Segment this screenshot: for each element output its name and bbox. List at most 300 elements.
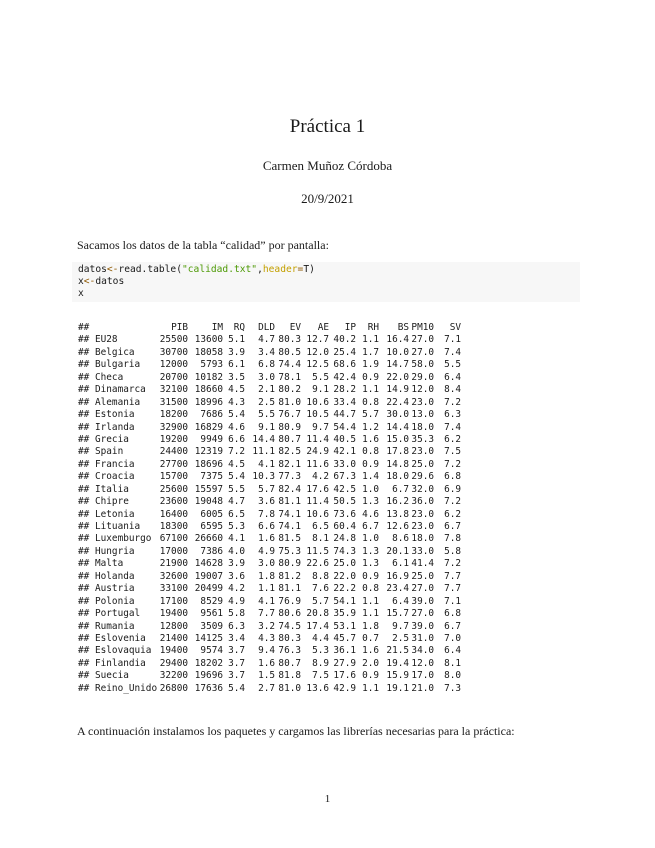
- output-cell: 1.3: [362, 558, 379, 570]
- output-cell: 8.1: [444, 657, 461, 669]
- output-cell: 32200: [159, 670, 188, 682]
- output-cell: 3.9: [228, 346, 245, 358]
- output-cell: 6.4: [444, 371, 461, 383]
- output-cell: 18696: [194, 458, 223, 470]
- output-cell: 7.8: [444, 533, 461, 545]
- output-cell: 75.3: [278, 545, 301, 557]
- output-cell: 42.5: [333, 483, 356, 495]
- code-token: datos: [78, 264, 107, 275]
- output-cell: 6.5: [312, 521, 329, 532]
- output-cell: 76.3: [278, 645, 301, 657]
- output-cell: 40.5: [333, 433, 356, 445]
- output-cell: 1.2: [362, 421, 379, 433]
- output-cell: 25.0: [411, 570, 434, 582]
- output-cell: 9.1: [258, 421, 275, 433]
- output-cell: 2.5: [392, 632, 409, 644]
- code-token: x: [78, 288, 84, 299]
- output-cell: 82.4: [278, 483, 301, 495]
- code-token: "calidad.txt": [182, 264, 258, 275]
- output-cell: 8.6: [392, 533, 409, 545]
- output-cell: 18.0: [386, 471, 409, 483]
- output-cell: 10.6: [306, 396, 329, 408]
- output-cell: 8529: [200, 595, 223, 607]
- output-cell: 9.7: [312, 421, 329, 433]
- output-cell: 39.0: [411, 620, 434, 632]
- output-cell: 15700: [159, 471, 188, 483]
- output-cell: 1.0: [362, 533, 379, 545]
- output-cell: 3.2: [258, 620, 275, 632]
- code-line-2: [78, 276, 124, 288]
- output-header-cell: IM: [211, 322, 223, 333]
- output-cell: 6.2: [444, 508, 461, 520]
- output-cell: 14628: [194, 558, 223, 570]
- output-cell: 21400: [159, 632, 188, 644]
- output-cell: 26800: [159, 682, 188, 694]
- output-cell: 10182: [194, 371, 223, 383]
- output-prefix: ##: [78, 608, 90, 620]
- output-cell: 29.0: [411, 371, 434, 383]
- output-cell: 2.7: [258, 682, 275, 694]
- output-cell: 23.0: [411, 508, 434, 520]
- output-cell: 31500: [159, 396, 188, 408]
- output-cell: 15.0: [386, 433, 409, 445]
- output-header-cell: RH: [367, 322, 379, 333]
- output-cell: 16.4: [386, 334, 409, 346]
- output-prefix: ##: [78, 334, 90, 346]
- output-prefix: ##: [78, 521, 90, 532]
- output-cell: 22.2: [333, 583, 356, 595]
- output-prefix: ##: [78, 446, 90, 458]
- output-cell: 17.0: [411, 670, 434, 682]
- document-author: Carmen Muñoz Córdoba: [262, 158, 393, 173]
- output-cell: 4.6: [228, 421, 245, 433]
- output-cell: 19.1: [386, 682, 409, 694]
- output-row-name: Grecia: [95, 433, 129, 445]
- output-cell: 81.8: [278, 670, 301, 682]
- output-cell: 4.1: [228, 533, 245, 545]
- output-cell: 3.4: [258, 346, 275, 358]
- output-cell: 22.4: [386, 396, 409, 408]
- output-cell: 81.1: [278, 496, 301, 508]
- output-cell: 12.5: [306, 359, 329, 371]
- output-prefix: ##: [78, 384, 90, 396]
- output-header-cell: PM10: [411, 322, 434, 333]
- output-cell: 5.4: [228, 682, 245, 694]
- output-cell: 5.3: [228, 521, 245, 532]
- output-cell: 10.5: [306, 409, 329, 421]
- output-cell: 42.1: [333, 446, 356, 458]
- output-cell: 12.6: [386, 521, 409, 532]
- output-cell: 73.6: [333, 508, 356, 520]
- output-row-name: Irlanda: [95, 421, 135, 433]
- output-cell: 4.0: [228, 545, 245, 557]
- output-cell: 0.9: [362, 570, 379, 582]
- output-cell: 41.4: [411, 558, 434, 570]
- output-cell: 76.7: [278, 409, 301, 421]
- output-cell: 18058: [194, 346, 223, 358]
- output-row-name: Holanda: [95, 570, 135, 582]
- output-cell: 77.3: [278, 471, 301, 483]
- output-cell: 12800: [159, 620, 188, 632]
- output-prefix: ##: [78, 595, 90, 607]
- output-cell: 21.0: [411, 682, 434, 694]
- output-cell: 13600: [194, 334, 223, 346]
- output-cell: 14.4: [386, 421, 409, 433]
- output-row-name: Italia: [95, 483, 129, 495]
- output-row-name: Spain: [95, 446, 124, 458]
- output-cell: 17100: [159, 595, 188, 607]
- output-cell: 9.7: [392, 620, 409, 632]
- output-cell: 1.1: [362, 608, 379, 620]
- output-cell: 7.7: [444, 570, 461, 582]
- output-cell: 4.5: [228, 458, 245, 470]
- output-cell: 17.4: [306, 620, 329, 632]
- output-cell: 17.8: [386, 446, 409, 458]
- output-cell: 10.3: [252, 471, 275, 483]
- output-header-cell: PIB: [171, 322, 188, 333]
- output-cell: 8.0: [444, 670, 461, 682]
- output-header-cell: SV: [449, 322, 461, 333]
- output-cell: 12.0: [411, 657, 434, 669]
- output-cell: 6.2: [444, 433, 461, 445]
- output-cell: 80.5: [278, 346, 301, 358]
- output-cell: 24.9: [306, 446, 329, 458]
- output-cell: 13.0: [411, 409, 434, 421]
- output-cell: 19007: [194, 570, 223, 582]
- output-cell: 0.8: [362, 583, 379, 595]
- output-cell: 7.2: [444, 396, 461, 408]
- page-number: 1: [324, 793, 331, 805]
- output-row-name: Suecia: [95, 670, 129, 682]
- output-cell: 1.4: [362, 471, 379, 483]
- output-cell: 12.7: [306, 334, 329, 346]
- output-cell: 9949: [200, 433, 223, 445]
- output-cell: 80.7: [278, 433, 301, 445]
- output-cell: 7.8: [258, 508, 275, 520]
- output-cell: 53.1: [333, 620, 356, 632]
- output-row-name: Reino_Unido: [95, 682, 158, 694]
- output-prefix: ##: [78, 396, 90, 408]
- output-cell: 30700: [159, 346, 188, 358]
- code-line-3: [78, 288, 84, 300]
- output-cell: 10.0: [386, 346, 409, 358]
- output-cell: 7.2: [444, 558, 461, 570]
- output-cell: 80.2: [278, 384, 301, 396]
- output-row-name: Checa: [95, 371, 124, 383]
- output-cell: 1.6: [362, 433, 379, 445]
- output-cell: 30.0: [386, 409, 409, 421]
- output-cell: 19400: [159, 645, 188, 657]
- output-header-cell: IP: [344, 322, 356, 333]
- output-cell: 5.5: [312, 371, 329, 383]
- output-cell: 81.2: [278, 570, 301, 582]
- output-cell: 4.7: [258, 334, 275, 346]
- output-cell: 34.0: [411, 645, 434, 657]
- output-cell: 33.4: [333, 396, 356, 408]
- output-cell: 27.0: [411, 346, 434, 358]
- output-cell: 5.8: [444, 545, 461, 557]
- output-cell: 20.8: [306, 608, 329, 620]
- output-cell: 6.4: [444, 645, 461, 657]
- output-cell: 15597: [194, 483, 223, 495]
- output-cell: 14.8: [386, 458, 409, 470]
- output-cell: 1.6: [258, 657, 275, 669]
- code-token: T): [303, 264, 315, 275]
- output-cell: 39.0: [411, 595, 434, 607]
- output-prefix: ##: [78, 359, 90, 371]
- output-cell: 5.7: [258, 483, 275, 495]
- output-cell: 5.5: [444, 359, 461, 371]
- outro-paragraph: A continuación instalamos los paquetes y cargamos las librerías necesarias para la práctica:: [77, 724, 515, 738]
- output-cell: 19.4: [386, 657, 409, 669]
- output-cell: 20499: [194, 583, 223, 595]
- output-cell: 8.1: [312, 533, 329, 545]
- output-cell: 1.0: [362, 483, 379, 495]
- output-cell: 4.9: [228, 595, 245, 607]
- document-title: Práctica 1: [289, 116, 366, 137]
- output-header-cell: BS: [397, 322, 409, 333]
- output-cell: 22.6: [306, 558, 329, 570]
- output-prefix: ##: [78, 433, 90, 445]
- output-cell: 4.4: [312, 632, 329, 644]
- output-cell: 11.4: [306, 496, 329, 508]
- output-cell: 4.6: [362, 508, 379, 520]
- output-cell: 18300: [159, 521, 188, 532]
- output-prefix: ##: [78, 346, 90, 358]
- output-cell: 16400: [159, 508, 188, 520]
- output-cell: 11.1: [252, 446, 275, 458]
- output-cell: 78.1: [278, 371, 301, 383]
- output-cell: 19048: [194, 496, 223, 508]
- output-cell: 9.4: [258, 645, 275, 657]
- output-cell: 12000: [159, 359, 188, 371]
- output-row-name: Eslovaquia: [95, 645, 152, 657]
- output-cell: 74.1: [278, 508, 301, 520]
- output-cell: 17.6: [333, 670, 356, 682]
- code-token: =: [297, 264, 304, 275]
- output-cell: 14.7: [386, 359, 409, 371]
- intro-paragraph: Sacamos los datos de la tabla “calidad” por pantalla:: [77, 238, 329, 252]
- output-cell: 3.7: [228, 657, 245, 669]
- code-token: read.table(: [118, 264, 182, 275]
- output-cell: 25.0: [333, 558, 356, 570]
- output-prefix: ##: [78, 632, 90, 644]
- output-cell: 22.0: [386, 371, 409, 383]
- output-cell: 18660: [194, 384, 223, 396]
- output-cell: 35.9: [333, 608, 356, 620]
- output-cell: 4.2: [312, 471, 329, 483]
- output-cell: 58.0: [411, 359, 434, 371]
- output-row-name: Dinamarca: [95, 384, 146, 396]
- output-row-name: Finlandia: [95, 657, 146, 669]
- output-cell: 25.4: [333, 346, 356, 358]
- output-cell: 1.6: [362, 645, 379, 657]
- output-cell: 7375: [200, 471, 223, 483]
- output-cell: 74.1: [278, 521, 301, 532]
- output-cell: 5.5: [228, 483, 245, 495]
- output-cell: 8.4: [444, 384, 461, 396]
- output-cell: 76.9: [278, 595, 301, 607]
- output-cell: 6.7: [362, 521, 379, 532]
- output-prefix: ##: [78, 670, 90, 682]
- output-cell: 32900: [159, 421, 188, 433]
- output-cell: 1.8: [362, 620, 379, 632]
- output-cell: 3.7: [228, 670, 245, 682]
- output-cell: 60.4: [333, 521, 356, 532]
- output-cell: 27.0: [411, 583, 434, 595]
- output-cell: 4.2: [228, 583, 245, 595]
- code-token: <-: [83, 276, 96, 287]
- output-cell: 32100: [159, 384, 188, 396]
- output-cell: 6.1: [228, 359, 245, 371]
- output-cell: 1.1: [362, 384, 379, 396]
- output-cell: 7.0: [444, 632, 461, 644]
- output-prefix: ##: [78, 570, 90, 582]
- output-cell: 80.9: [278, 558, 301, 570]
- output-cell: 17636: [194, 682, 223, 694]
- output-cell: 23.4: [386, 583, 409, 595]
- output-cell: 20700: [159, 371, 188, 383]
- output-cell: 5.3: [312, 645, 329, 657]
- output-cell: 44.7: [333, 409, 356, 421]
- output-cell: 9561: [200, 608, 223, 620]
- output-cell: 31.0: [411, 632, 434, 644]
- output-cell: 3.4: [228, 632, 245, 644]
- output-cell: 23.0: [411, 521, 434, 532]
- output-cell: 12.0: [306, 346, 329, 358]
- output-cell: 7.2: [444, 458, 461, 470]
- output-cell: 5.4: [228, 409, 245, 421]
- output-cell: 3.0: [258, 558, 275, 570]
- output-cell: 27.0: [411, 608, 434, 620]
- output-cell: 6.8: [444, 471, 461, 483]
- output-cell: 4.1: [258, 595, 275, 607]
- output-cell: 7.7: [258, 608, 275, 620]
- output-cell: 6.5: [228, 508, 245, 520]
- output-cell: 0.9: [362, 670, 379, 682]
- output-header-cell: DLD: [258, 322, 275, 333]
- output-cell: 36.0: [411, 496, 434, 508]
- output-prefix: ##: [78, 645, 90, 657]
- output-prefix: ##: [78, 458, 90, 470]
- output-cell: 6.7: [444, 620, 461, 632]
- output-cell: 6005: [200, 508, 223, 520]
- output-cell: 11.4: [306, 433, 329, 445]
- output-cell: 4.9: [258, 545, 275, 557]
- output-cell: 80.7: [278, 657, 301, 669]
- output-cell: 19200: [159, 433, 188, 445]
- output-row-name: EU28: [95, 334, 118, 346]
- output-cell: 1.3: [362, 496, 379, 508]
- output-cell: 14125: [194, 632, 223, 644]
- output-cell: 18.0: [411, 421, 434, 433]
- output-cell: 28.2: [333, 384, 356, 396]
- output-header-cell: AE: [317, 322, 329, 333]
- code-line-1: [78, 264, 315, 276]
- output-cell: 14.4: [252, 433, 275, 445]
- output-cell: 7.5: [444, 446, 461, 458]
- output-cell: 25600: [159, 483, 188, 495]
- output-cell: 29.6: [411, 471, 434, 483]
- output-cell: 80.9: [278, 421, 301, 433]
- output-cell: 3.6: [228, 570, 245, 582]
- output-cell: 7.2: [228, 446, 245, 458]
- output-row-name: Letonia: [95, 508, 135, 520]
- output-cell: 3.0: [258, 371, 275, 383]
- output-cell: 7.1: [444, 595, 461, 607]
- output-cell: 11.5: [306, 545, 329, 557]
- output-cell: 35.3: [411, 433, 434, 445]
- output-cell: 24.8: [333, 533, 356, 545]
- output-cell: 5.7: [362, 409, 379, 421]
- output-cell: 3509: [200, 620, 223, 632]
- output-row-name: Rumania: [95, 620, 135, 632]
- output-cell: 2.0: [362, 657, 379, 669]
- output-row-name: Austria: [95, 583, 135, 595]
- output-cell: 17000: [159, 545, 188, 557]
- output-cell: 33100: [159, 583, 188, 595]
- output-cell: 0.7: [362, 632, 379, 644]
- output-cell: 80.3: [278, 632, 301, 644]
- output-cell: 19696: [194, 670, 223, 682]
- output-cell: 6.8: [444, 608, 461, 620]
- output-row-name: Bulgaria: [95, 359, 141, 371]
- output-cell: 7.4: [444, 421, 461, 433]
- output-prefix: ##: [78, 483, 90, 495]
- output-cell: 1.1: [362, 682, 379, 694]
- output-cell: 16.9: [386, 570, 409, 582]
- output-cell: 6.7: [444, 521, 461, 532]
- output-cell: 3.6: [258, 496, 275, 508]
- output-row-name: Lituania: [95, 521, 141, 532]
- output-prefix: ##: [78, 471, 90, 483]
- code-token: datos: [95, 276, 125, 287]
- output-cell: 1.5: [258, 670, 275, 682]
- output-cell: 18996: [194, 396, 223, 408]
- output-cell: 74.5: [278, 620, 301, 632]
- output-row-name: Chipre: [95, 496, 129, 508]
- output-cell: 2.5: [258, 396, 275, 408]
- output-cell: 82.1: [278, 458, 301, 470]
- output-cell: 25500: [159, 334, 188, 346]
- output-cell: 42.4: [333, 371, 356, 383]
- output-cell: 5.4: [228, 471, 245, 483]
- output-cell: 17.6: [306, 483, 329, 495]
- output-cell: 6.3: [444, 409, 461, 421]
- output-cell: 6.3: [228, 620, 245, 632]
- output-cell: 25.0: [411, 458, 434, 470]
- output-cell: 81.1: [278, 583, 301, 595]
- output-cell: 13.8: [386, 508, 409, 520]
- output-cell: 3.9: [228, 558, 245, 570]
- output-cell: 82.5: [278, 446, 301, 458]
- output-cell: 5.5: [258, 409, 275, 421]
- output-cell: 19400: [159, 608, 188, 620]
- output-cell: 0.9: [362, 458, 379, 470]
- output-cell: 7386: [200, 545, 223, 557]
- output-cell: 80.6: [278, 608, 301, 620]
- output-cell: 1.9: [362, 359, 379, 371]
- output-cell: 3.5: [228, 371, 245, 383]
- output-row-name: Polonia: [95, 595, 135, 607]
- output-cell: 10.6: [306, 508, 329, 520]
- output-cell: 5.8: [228, 608, 245, 620]
- output-cell: 74.4: [278, 359, 301, 371]
- output-cell: 4.5: [228, 384, 245, 396]
- output-cell: 1.6: [258, 533, 275, 545]
- output-cell: 81.0: [278, 682, 301, 694]
- output-cell: 67100: [159, 533, 188, 545]
